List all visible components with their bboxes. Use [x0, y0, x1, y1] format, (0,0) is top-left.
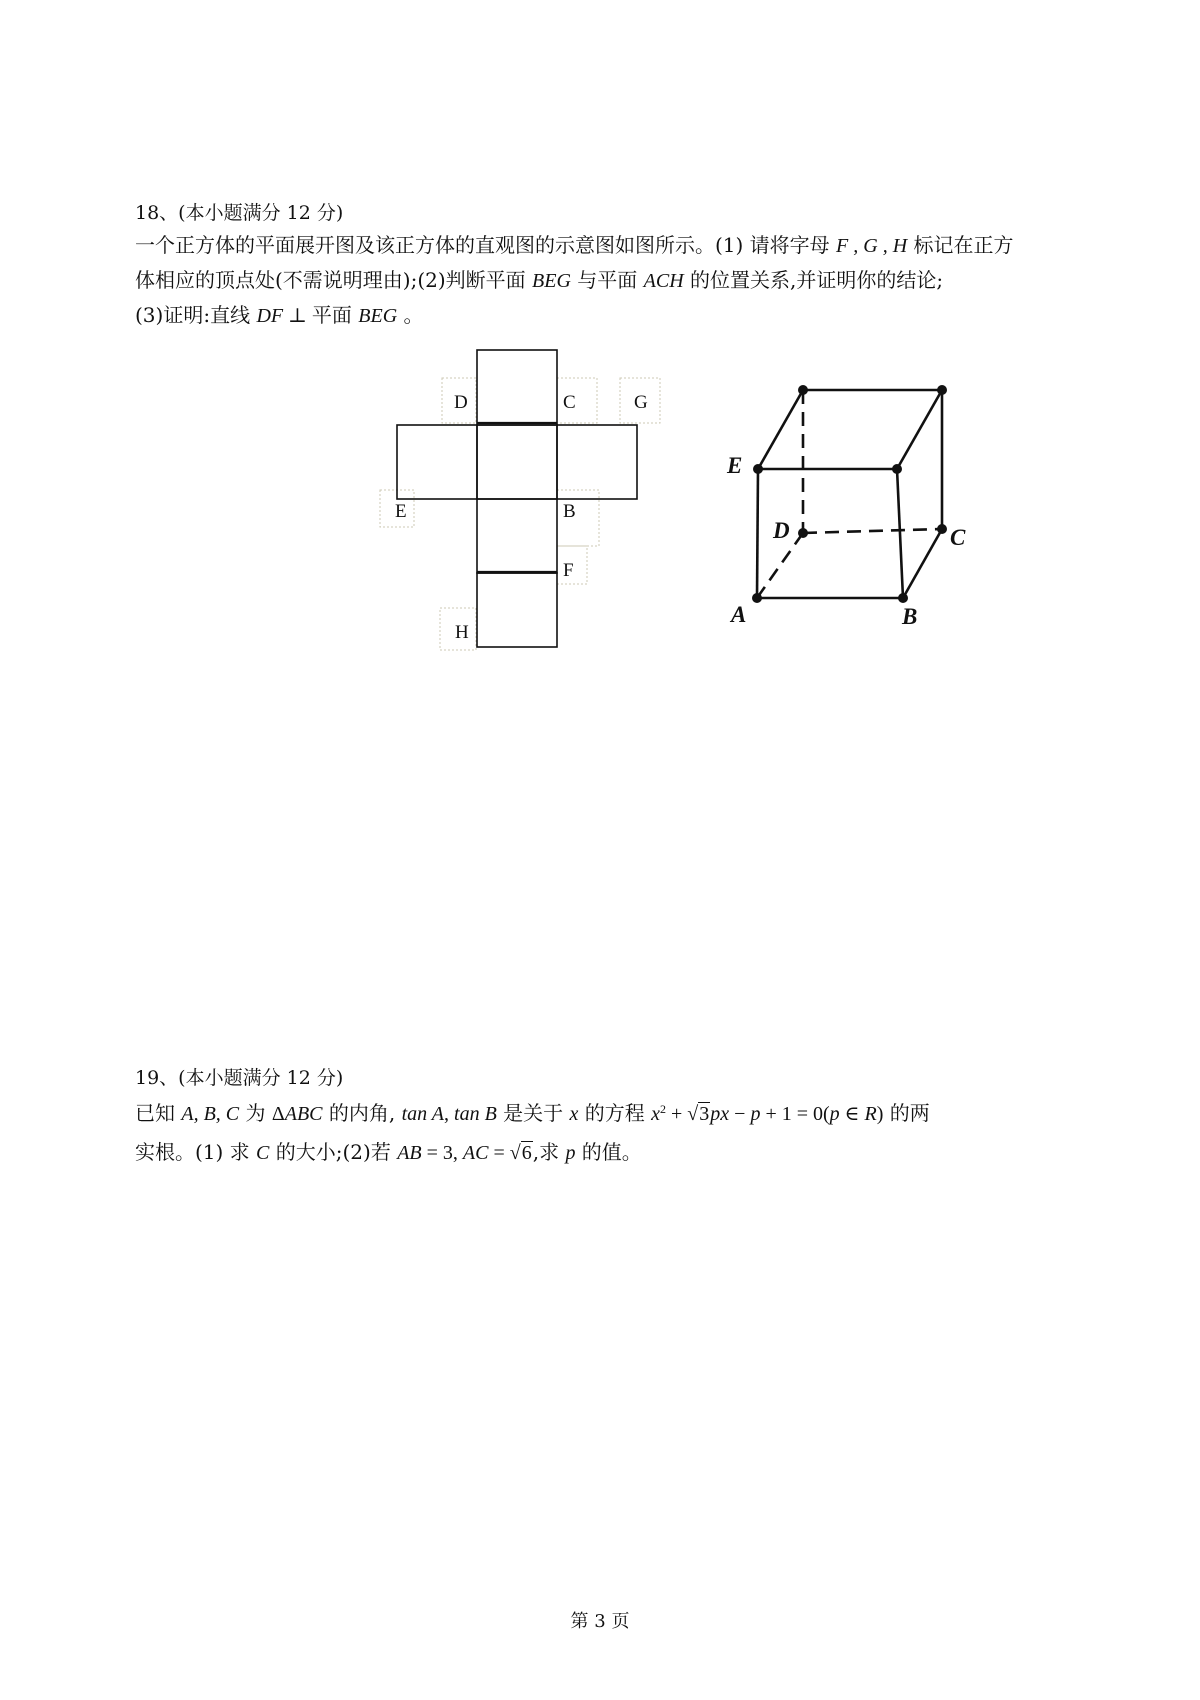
cube-vertex [892, 464, 902, 474]
net-label-H: H [455, 622, 469, 643]
cube-hidden-edge [803, 529, 942, 533]
eq-R: R [864, 1103, 877, 1125]
cube-label-E: E [727, 453, 743, 478]
label-box-B [557, 490, 599, 546]
label-box-E [380, 490, 414, 527]
q18-var: BEG [532, 270, 571, 292]
q18-text: 平面 [311, 303, 359, 327]
q19-text: 实根。(1) 求 [135, 1140, 257, 1164]
net-label-G: G [634, 392, 648, 413]
eq-exponent: 2 [660, 1102, 667, 1116]
label-boxes [380, 378, 660, 650]
q19-text: 的大小;(2)若 [269, 1140, 398, 1164]
q18-text: 的位置关系,并证明你的结论; [683, 268, 944, 292]
cube-vertex [752, 593, 762, 603]
label-box-H [440, 608, 476, 650]
cube-edge [757, 469, 758, 598]
q19-var: AC [462, 1142, 489, 1164]
cube-vertex [898, 593, 908, 603]
eq-rest: + 1 = 0( [760, 1103, 830, 1125]
net-square-bottom [477, 573, 557, 647]
q19-line-1 [135, 1098, 930, 1129]
q19-comma: , [444, 1103, 455, 1125]
q19-heading: 19、(本小题满分 12 分) [135, 1067, 344, 1089]
q18-text: 体相应的顶点处(不需说明理由);(2)判断平面 [135, 268, 533, 292]
eq-radicand: 3 [699, 1103, 710, 1125]
eq-x: x [651, 1103, 661, 1125]
q18-text: 标记在正方 [907, 233, 1014, 257]
net-square-lower [477, 499, 557, 573]
q19-text: 的方程 [578, 1101, 652, 1125]
eq-plus: + [666, 1103, 688, 1125]
net-square-top [477, 350, 557, 425]
cube-edge [897, 469, 903, 598]
q19-var: ABC [284, 1103, 323, 1125]
cube-label-A: A [731, 602, 747, 627]
cube-edge [903, 529, 942, 598]
net-label-C: C [563, 392, 576, 413]
q18-line-3 [135, 300, 424, 331]
q19-text: 为 [239, 1101, 272, 1125]
label-box-D [442, 378, 476, 423]
q19-eq: = [488, 1142, 510, 1164]
q19-var: tan A [401, 1103, 445, 1125]
cube-visible-edges [757, 390, 942, 598]
perp-symbol: ⊥ [283, 305, 312, 327]
cube-vertex [753, 464, 763, 474]
net-square-right [557, 425, 637, 499]
q19-text: 已知 [135, 1101, 182, 1125]
cube-hidden-edge [757, 533, 803, 598]
q19-equation: $x^2 + √3px - p + 1 = 0(p$ ∈ R) [651, 1102, 884, 1125]
q19-var: p [565, 1142, 576, 1164]
cube-label-D: D [773, 518, 790, 543]
net-square-center [477, 425, 557, 499]
cube-edge [758, 390, 803, 469]
cube-edge [897, 390, 942, 469]
label-box-C [557, 378, 597, 423]
net-square-left [397, 425, 477, 499]
cube-vertex [937, 524, 947, 534]
sqrt-radicand: 6 [521, 1142, 532, 1164]
q18-var: BEG [358, 305, 398, 327]
q18-text: 一个正方体的平面展开图及该正方体的直观图的示意图如图所示。(1) 请将字母 [135, 233, 837, 257]
eq-p: p [829, 1103, 840, 1125]
cube-vertices [752, 385, 947, 603]
cube-label-C: C [950, 525, 966, 550]
eq-close: ) [876, 1103, 884, 1125]
net-label-E: E [395, 501, 407, 522]
q19-var: x [569, 1103, 579, 1125]
cube-label-B: B [902, 604, 918, 629]
q19-var: tan B [454, 1103, 497, 1125]
q18-text: 与平面 [570, 268, 644, 292]
q19-eq: = 3, [421, 1142, 463, 1164]
cube-hidden-edges [757, 390, 942, 598]
q18-var: F , G , H [836, 235, 908, 257]
cube-labels [726, 453, 966, 629]
q18-line-1 [135, 230, 1014, 261]
net-label-F: F [563, 560, 574, 581]
q19-line-2 [135, 1137, 642, 1168]
triangle-symbol: Δ [271, 1103, 285, 1125]
q19-text: ,求 [532, 1140, 566, 1164]
q19-text: 的值。 [575, 1140, 642, 1164]
eq-in: ∈ [839, 1103, 865, 1125]
net-labels [395, 392, 648, 643]
label-box-F [557, 546, 587, 584]
q19-text: 是关于 [496, 1101, 570, 1125]
label-box-G [620, 378, 660, 423]
q19-var: C [256, 1142, 270, 1164]
q18-line-2 [135, 265, 943, 296]
q18-var: ACH [643, 270, 684, 292]
net-squares [397, 350, 637, 647]
eq-minus: − [729, 1103, 751, 1125]
q19-text: 的内角, [322, 1101, 402, 1125]
q19-var: A, B, C [181, 1103, 240, 1125]
net-label-B: B [563, 501, 576, 522]
sqrt-symbol: √6 [509, 1142, 532, 1164]
eq-px: px [710, 1103, 730, 1125]
cube-vertex [798, 528, 808, 538]
q18-text: (3)证明:直线 [135, 303, 257, 327]
eq-p: p [750, 1103, 761, 1125]
q19-text: 的两 [883, 1101, 930, 1125]
q18-heading: 18、(本小题满分 12 分) [135, 202, 344, 224]
q18-var: DF [256, 305, 284, 327]
cube-vertex [937, 385, 947, 395]
q19-var: AB [397, 1142, 422, 1164]
net-label-D: D [454, 392, 468, 413]
page-number: 第 3 页 [570, 1611, 630, 1632]
cube-vertex [798, 385, 808, 395]
q18-text: 。 [397, 303, 424, 327]
